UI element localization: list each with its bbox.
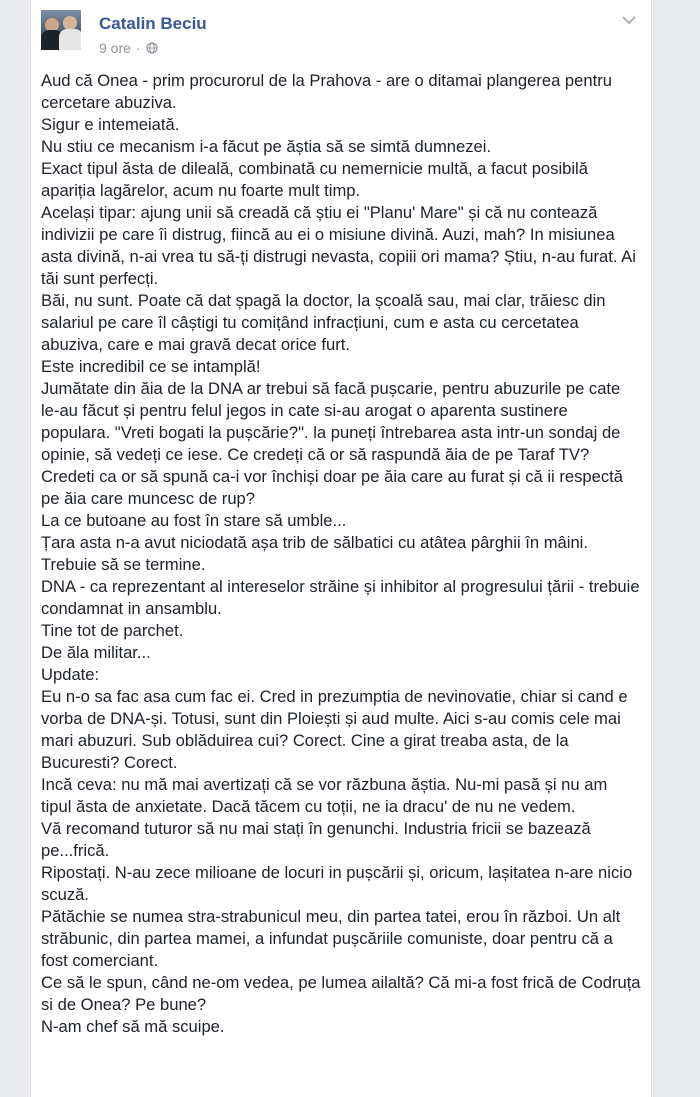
post-paragraph: Pătăchie se numea stra-strabunicul meu, din partea tatei, erou în război. Un alt străbunic, din partea mamei, a infundat pușcăriile comuniste, doar pentru că a fost comerciant. — [41, 907, 621, 970]
post-timestamp[interactable]: 9 ore — [99, 40, 131, 56]
post-paragraph: De ăla militar... — [41, 643, 151, 662]
post-paragraph: Țara asta n-a avut niciodată așa trib de sălbatici cu atâtea pârghii în mâini. Trebuie să se termine. — [41, 533, 588, 574]
post-paragraph: Ripostați. N-au zece milioane de locuri in pușcării și, oricum, lașitatea n-are nicio scuză. — [41, 863, 633, 904]
post-paragraph: Update: — [41, 665, 100, 684]
post-paragraph: Nu stiu ce mecanism i-a făcut pe ăștia să se simtă dumnezei. — [41, 137, 492, 156]
post-header — [31, 0, 651, 66]
post-meta — [99, 40, 158, 56]
author-name[interactable]: Catalin Beciu — [99, 14, 207, 33]
post-paragraph: Vă recomand tuturor să nu mai stați în genunchi. Industria fricii se bazează pe...frică. — [41, 819, 591, 860]
post-paragraph: Exact tipul ăsta de dileală, combinată cu nemernicie multă, a facut posibilă apariția lagărelor, acum nu foarte mult timp. — [41, 159, 588, 200]
post-paragraph: Este incredibil ce se intamplă! — [41, 357, 261, 376]
post-paragraph: Tine tot de parchet. — [41, 621, 184, 640]
post-card — [30, 0, 652, 1097]
post-paragraph: Eu n-o sa fac asa cum fac ei. Cred in prezumptia de nevinovatie, chiar si cand e vorba de DNA-și. Totusi, sunt din Ploiești și aud multe. Aici s-au comis cele mai mari abuzuri. Sub oblăduirea cui? Corect. Cine a girat treaba asta, de la Bucuresti? Corect. — [41, 687, 628, 772]
chevron-down-icon[interactable] — [621, 14, 637, 26]
post-paragraph: DNA - ca reprezentant al intereselor străine și inhibitor al progresului țării - trebuie condamnat in ansamblu. — [41, 577, 640, 618]
post-paragraph: Ce să le spun, când ne-om vedea, pe lumea ailaltă? Că mi-a fost frică de Codruța si de Onea? Pe bune? — [41, 973, 641, 1014]
post-paragraph: Incă ceva: nu mă mai avertizați că se vor răzbuna ăștia. Nu-mi pasă și nu am tipul ăsta de anxietate. Dacă tăcem cu toții, ne ia dracu' de nu ne vedem. — [41, 775, 608, 816]
meta-separator: · — [135, 40, 141, 56]
post-paragraph: Sigur e intemeiată. — [41, 115, 180, 134]
post-paragraph: Băi, nu sunt. Poate că dat șpagă la doctor, la școală sau, mai clar, trăiesc din salariul pe care îl câștigi tu comițând infracțiuni, cum e asta cu cercetatea abuziva, care e mai gravă decat orice furt. — [41, 291, 606, 354]
post-text — [41, 70, 641, 1038]
post-paragraph: La ce butoane au fost în stare să umble... — [41, 511, 347, 530]
globe-icon — [146, 42, 158, 54]
post-paragraph: Același tipar: ajung unii să creadă că știu ei "Planu' Mare" și că nu contează indivizii pe care îi distrug, fiincă au ei o misiune divină. Auzi, mah? In misiunea asta divină, n-ai vrea tu să-ți distrugi nevasta, copiii ori mama? Știu, n-au furat. Ai tăi sunt perfecți. — [41, 203, 636, 288]
post-paragraph: Jumătate din ăia de la DNA ar trebui să facă pușcarie, pentru abuzurile pe cate le-au făcut și pentru felul jegos in cate si-au arogat o aparenta sustinere populara. "Vreti bogati la pușcărie?". la puneți întrebarea asta intr-un sondaj de opinie, să vedeți ce iese. Ce credeți că or să raspundă ăia de pe Taraf TV? Credeti ca or să spună ca-i vor închiși doar pe ăia care au furat și că ii respectă pe ăia care muncesc de rup? — [41, 379, 623, 508]
post-paragraph: N-am chef să mă scuipe. — [41, 1017, 225, 1036]
post-paragraph: Aud că Onea - prim procurorul de la Prahova - are o ditamai plangerea pentru cercetare abuziva. — [41, 71, 612, 112]
avatar[interactable] — [41, 10, 81, 50]
